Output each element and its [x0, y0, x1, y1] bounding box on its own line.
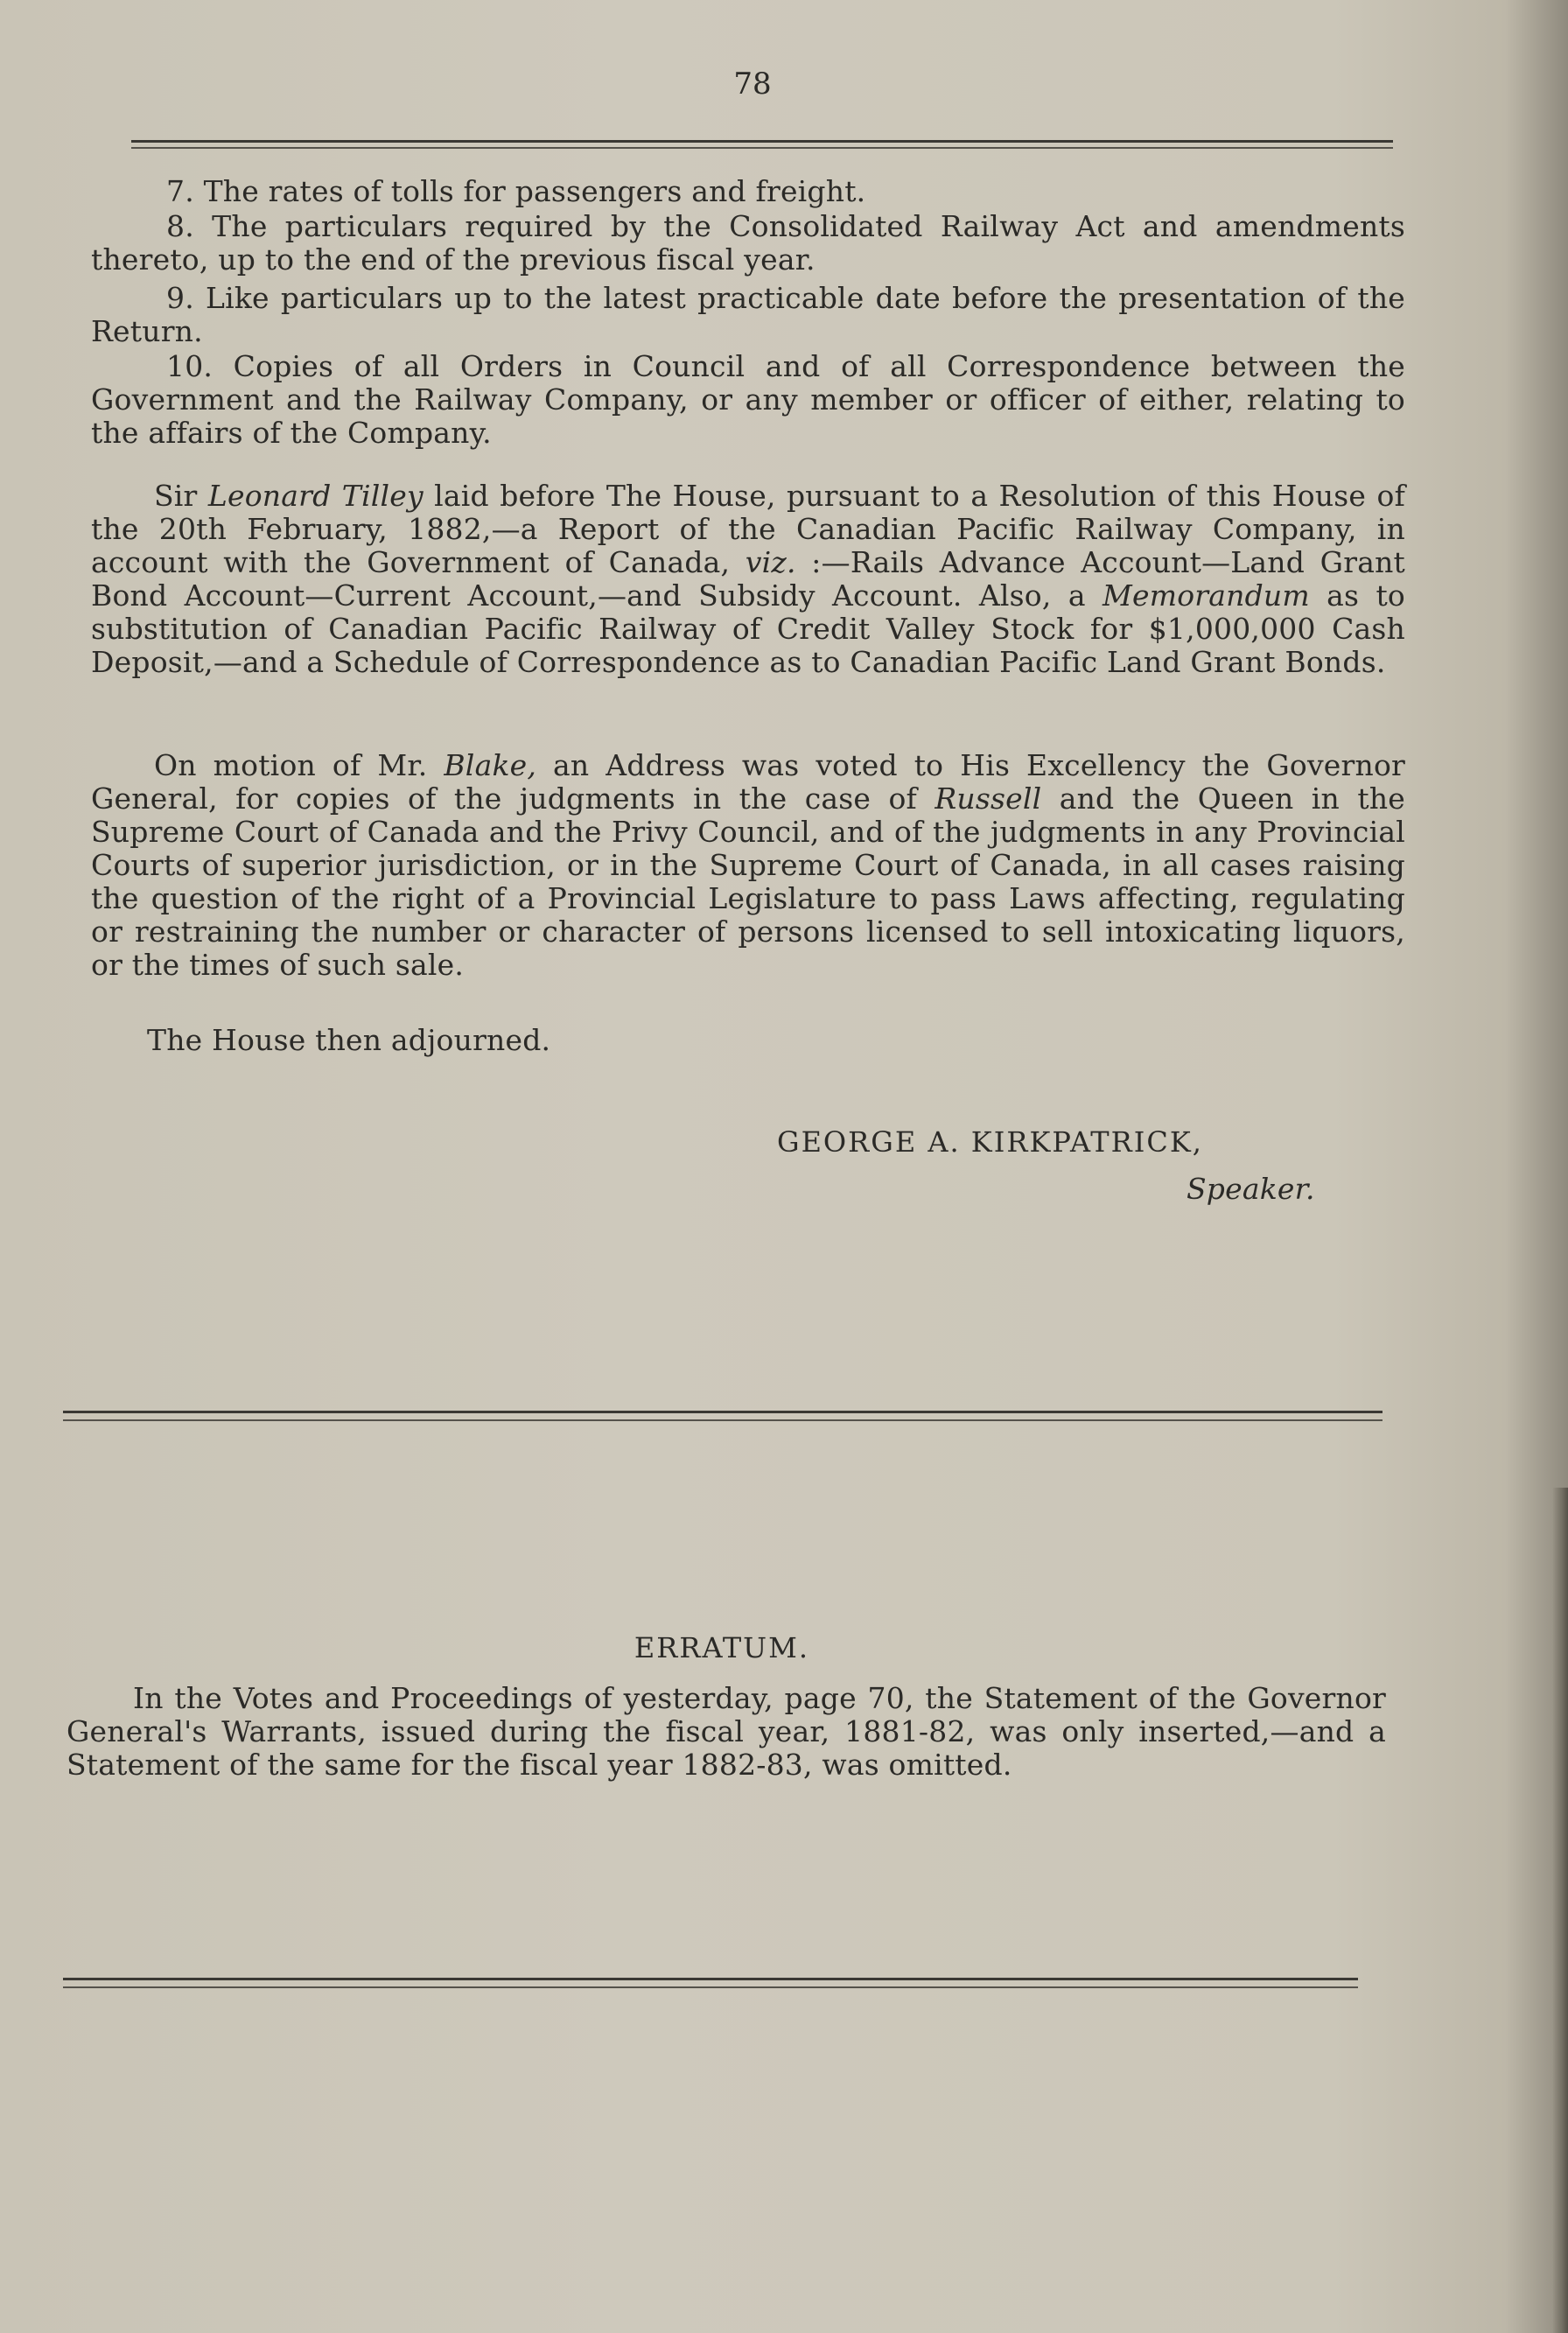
adjourned-line: The House then adjourned. — [147, 1023, 551, 1057]
list-item-7: 7. The rates of tolls for passengers and freight. — [166, 174, 866, 208]
footer-rule-secondary — [63, 1986, 1358, 1988]
tilley-prefix: Sir — [154, 479, 208, 513]
mid-rule — [63, 1411, 1382, 1413]
tilley-text-1: laid before The House, pursuant to a Resolution of this House of the 20th February, 1882,—a Report of the Canadian Pacific Railway Company, in account with the Government of Canada, — [91, 479, 1405, 579]
list-item-10: 10. Copies of all Orders in Council and of all Correspondence between the Government and the Railway Company, or any member or officer of either, relating to the affairs of the Company. — [91, 349, 1405, 450]
mid-rule-secondary — [63, 1419, 1382, 1421]
tilley-name: Leonard Tilley — [207, 479, 424, 513]
blake-name: Blake, — [444, 748, 537, 782]
blake-prefix: On motion of Mr. — [154, 748, 444, 782]
page-number: 78 — [733, 67, 772, 102]
erratum-heading: ERRATUM. — [634, 1631, 810, 1664]
erratum-body: In the Votes and Proceedings of yesterday, page 70, the Statement of the Governor General's Warrants, issued during the fiscal year, 1881-82, was only inserted,—and a Statement of the same for the fiscal year 1882-83, was omitted. — [66, 1681, 1386, 1782]
header-rule — [131, 140, 1393, 143]
page-edge-shadow — [1552, 1488, 1568, 2333]
signature-title: Speaker. — [1186, 1172, 1315, 1206]
blake-text-1: an Address was voted to His Excellency the Governor General, for copies of the judgments in the case of — [91, 748, 1405, 816]
list-item-8: 8. The particulars required by the Consolidated Railway Act and amendments thereto, up to the end of the previous fiscal year. — [91, 209, 1405, 277]
blake-case: Russell — [934, 781, 1042, 816]
tilley-viz: viz. — [745, 545, 796, 579]
blake-paragraph — [91, 749, 1405, 982]
header-rule-secondary — [131, 147, 1393, 149]
tilley-paragraph — [91, 480, 1405, 679]
signature-name: GEORGE A. KIRKPATRICK, — [777, 1125, 1203, 1159]
list-item-9: 9. Like particulars up to the latest practicable date before the presentation of the Return. — [91, 281, 1405, 348]
blake-text-2: and the Queen in the Supreme Court of Canada and the Privy Council, and of the judgments in any Provincial Courts of superior jurisdiction, or in the Supreme Court of Canada, in all cases raising the question of the right of a Provincial Legislature to pass Laws affecting, regulating or restraining the number or character of persons licensed to sell intoxicating liquors, or the times of such sale. — [91, 781, 1405, 982]
tilley-text-3: as to substitution of Canadian Pacific Railway of Credit Valley Stock for $1,000,000 Cash Deposit,—and a Schedule of Correspondence as to Canadian Pacific Land Grant Bonds. — [91, 578, 1405, 679]
tilley-text-2: :—Rails Advance Account—Land Grant Bond Account—Current Account,—and Subsidy Account. Also, a — [91, 545, 1406, 613]
tilley-memorandum: Memorandum — [1102, 578, 1310, 613]
footer-rule — [63, 1978, 1358, 1980]
